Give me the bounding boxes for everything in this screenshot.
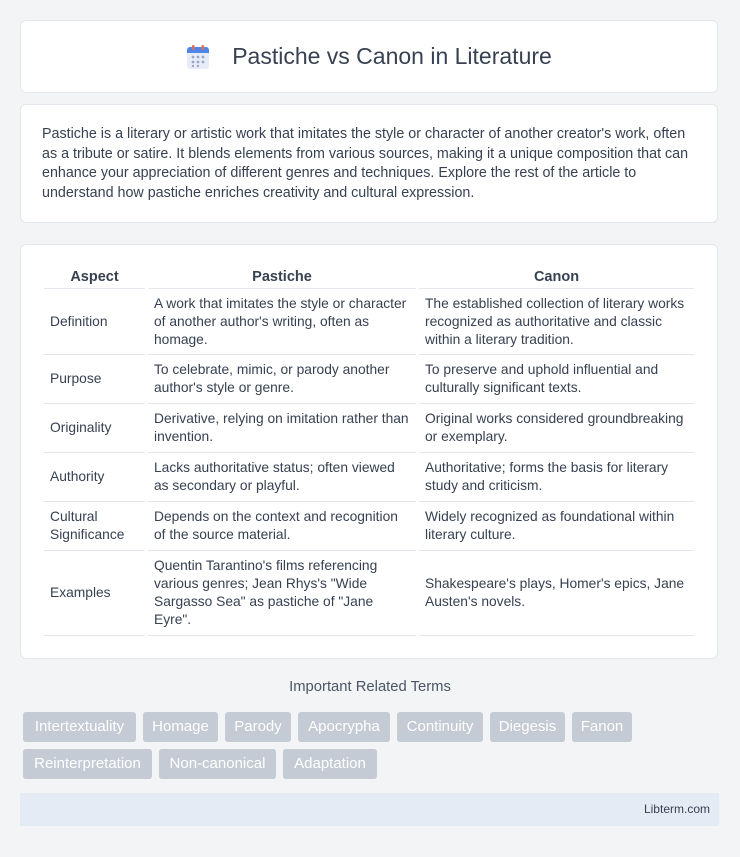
column-header-aspect: Aspect <box>44 265 145 289</box>
table-row <box>44 289 694 355</box>
tag-parody[interactable]: Parody <box>225 712 291 742</box>
tag-reinterpretation[interactable]: Reinterpretation <box>23 749 152 779</box>
table-header-row <box>44 265 694 289</box>
comparison-table-card <box>20 244 718 659</box>
row-canon: The established collection of literary works recognized as authoritative and classic within a literary tradition. <box>419 289 694 355</box>
tag-continuity[interactable]: Continuity <box>397 712 483 742</box>
table-row <box>44 453 694 502</box>
footer-site-link[interactable]: Libterm.com <box>643 802 710 816</box>
table-row <box>44 502 694 551</box>
row-aspect: Originality <box>44 404 145 453</box>
row-aspect: Authority <box>44 453 145 502</box>
tag-homage[interactable]: Homage <box>143 712 218 742</box>
tag-intertextuality[interactable]: Intertextuality <box>23 712 136 742</box>
row-pastiche: Depends on the context and recognition of the source material. <box>148 502 416 551</box>
page-title: Pastiche vs Canon in Literature <box>232 43 552 69</box>
row-canon: Shakespeare's plays, Homer's epics, Jane Austen's novels. <box>419 551 694 636</box>
tag-fanon[interactable]: Fanon <box>572 712 632 742</box>
row-pastiche: Derivative, relying on imitation rather than invention. <box>148 404 416 453</box>
row-aspect: Examples <box>44 551 145 636</box>
row-aspect: Purpose <box>44 355 145 404</box>
row-aspect: Definition <box>44 289 145 355</box>
row-pastiche: To celebrate, mimic, or parody another author's style or genre. <box>148 355 416 404</box>
row-pastiche: Lacks authoritative status; often viewed as secondary or playful. <box>148 453 416 502</box>
row-pastiche: A work that imitates the style or character of another author's writing, often as homage. <box>148 289 416 355</box>
intro-card <box>20 104 718 223</box>
table-row <box>44 355 694 404</box>
table-row <box>44 404 694 453</box>
tag-apocrypha[interactable]: Apocrypha <box>298 712 390 742</box>
footer <box>20 793 719 826</box>
calendar-icon <box>186 44 210 70</box>
row-canon: Original works considered groundbreaking or exemplary. <box>419 404 694 453</box>
row-canon: Authoritative; forms the basis for literary study and criticism. <box>419 453 694 502</box>
column-header-canon: Canon <box>419 265 694 289</box>
row-aspect: Cultural Significance <box>44 502 145 551</box>
header-card <box>20 20 718 93</box>
tag-non-canonical[interactable]: Non-canonical <box>159 749 276 779</box>
row-canon: To preserve and uphold influential and culturally significant texts. <box>419 355 694 404</box>
intro-text: Pastiche is a literary or artistic work that imitates the style or character of another creator's work, often as a tribute or satire. It blends elements from various sources, making it a unique composition that can enhance your appreciation of different genres and techniques. Explore the rest of the article to understand how pastiche enriches creativity and cultural expression. <box>42 126 689 201</box>
row-pastiche: Quentin Tarantino's films referencing various genres; Jean Rhys's "Wide Sargasso Sea" as pastiche of "Jane Eyre". <box>148 551 416 636</box>
tag-adaptation[interactable]: Adaptation <box>283 749 377 779</box>
column-header-pastiche: Pastiche <box>148 265 416 289</box>
related-terms-title: Important Related Terms <box>289 679 451 695</box>
comparison-table <box>41 265 697 636</box>
table-row <box>44 551 694 636</box>
tag-diegesis[interactable]: Diegesis <box>490 712 565 742</box>
row-canon: Widely recognized as foundational within literary culture. <box>419 502 694 551</box>
